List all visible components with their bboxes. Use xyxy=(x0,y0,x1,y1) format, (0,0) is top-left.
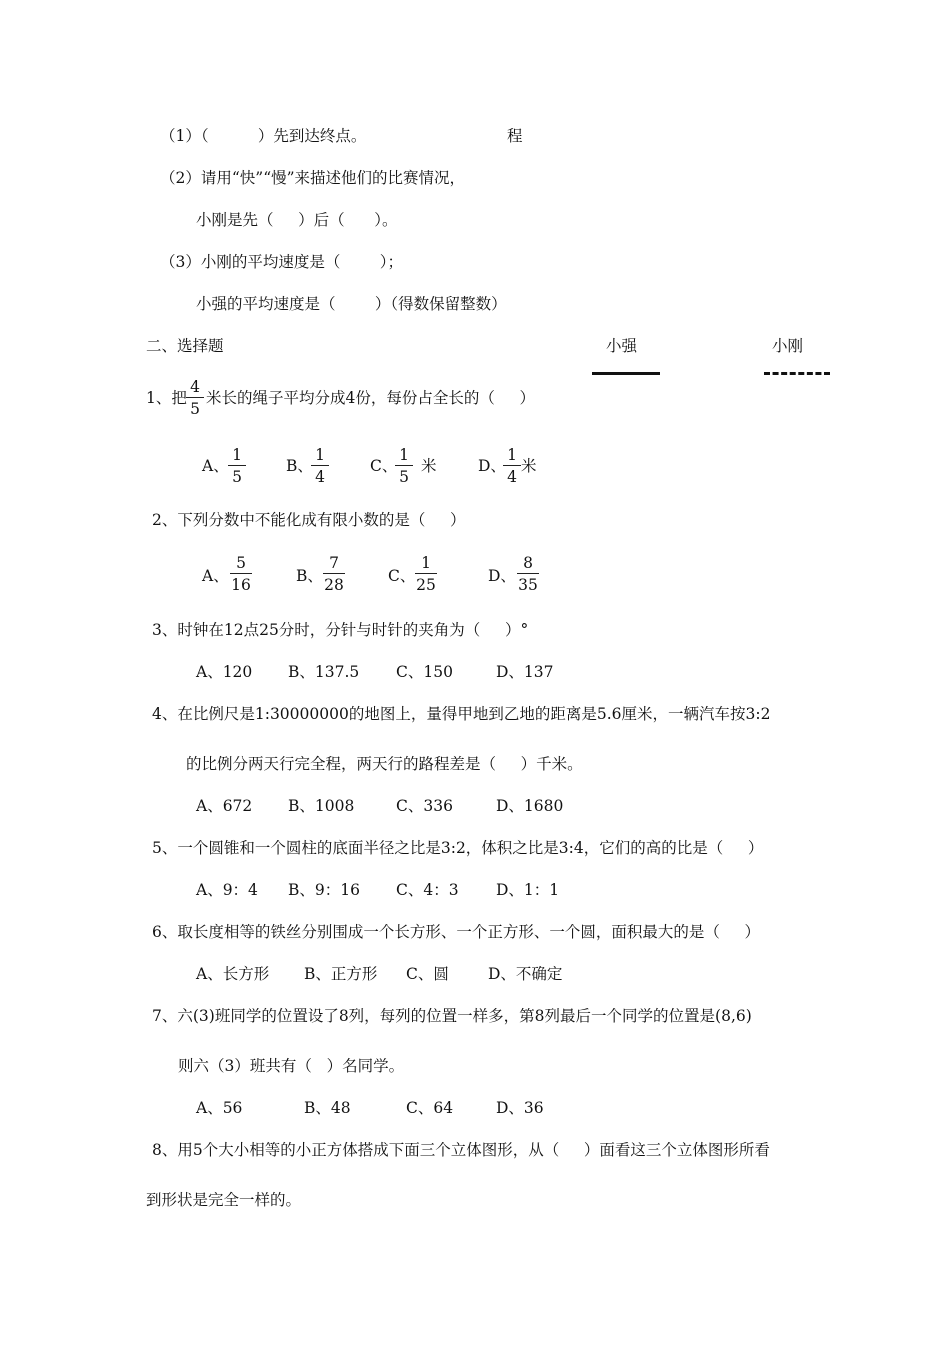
option-d: D、1：1 xyxy=(496,881,560,899)
choice-question-8: 8、用5个大小相等的小正方体搭成下面三个立体图形，从（ ）面看这三个立体图形所看 xyxy=(152,1141,770,1159)
choice-question-1-text: 米长的绳子平均分成4份，每份占全长的（ ） xyxy=(206,389,535,407)
option-c: C、336 xyxy=(396,797,453,815)
choice-question-7-line2: 则六（3）班共有（ ）名同学。 xyxy=(178,1057,405,1075)
option-a: A、56 xyxy=(196,1099,243,1117)
option-d: D、36 xyxy=(496,1099,544,1117)
option-label: C、 xyxy=(388,567,416,585)
fraction: 1 4 xyxy=(503,446,521,486)
choice-question-4: 4、在比例尺是1:30000000的地图上，量得甲地到乙地的距离是5.6厘米，一辆汽车按3:2 xyxy=(152,705,771,723)
question-2-line: （2）请用“快”“慢”来描述他们的比赛情况， xyxy=(160,169,466,187)
option-label: A、 xyxy=(202,567,229,585)
fraction: 1 25 xyxy=(416,554,436,594)
fraction: 1 5 xyxy=(228,446,246,486)
option-a: A、120 xyxy=(196,663,253,681)
choice-question-1-prefix: 1、把 xyxy=(146,389,187,407)
option-b: B、9：16 xyxy=(288,881,360,899)
option-unit: 米 xyxy=(421,457,437,475)
question-1-line: （1）（ ）先到达终点。 xyxy=(160,127,367,145)
option-b: B、正方形 xyxy=(304,965,378,983)
option-d: D、不确定 xyxy=(488,965,563,983)
option-a: A、长方形 xyxy=(196,965,270,983)
choice-question-5: 5、一个圆锥和一个圆柱的底面半径之比是3:2，体积之比是3:4，它们的高的比是（ ） xyxy=(152,839,764,857)
option-unit: 米 xyxy=(521,457,537,475)
legend-label-xiaogang: 小刚 xyxy=(772,337,804,355)
choice-question-7: 7、六(3)班同学的位置设了8列，每列的位置一样多，第8列最后一个同学的位置是(8,6) xyxy=(152,1007,752,1025)
fraction: 1 5 xyxy=(395,446,413,486)
fraction: 4 5 xyxy=(186,378,204,418)
legend-dashed-line xyxy=(764,372,830,375)
fraction: 8 35 xyxy=(518,554,538,594)
question-3-answer-line: 小强的平均速度是（ ）（得数保留整数） xyxy=(196,295,507,313)
option-label: D、 xyxy=(488,567,516,585)
option-a: A、9：4 xyxy=(196,881,258,899)
option-label: B、 xyxy=(286,457,313,475)
option-label: D、 xyxy=(478,457,506,475)
fraction: 1 4 xyxy=(311,446,329,486)
fraction: 7 28 xyxy=(324,554,344,594)
option-label: B、 xyxy=(296,567,323,585)
choice-question-3: 3、时钟在12点25分时，分针与时针的夹角为（ ）° xyxy=(152,621,529,639)
option-a: A、672 xyxy=(196,797,253,815)
option-label: C、 xyxy=(370,457,398,475)
option-d: D、137 xyxy=(496,663,554,681)
chart-fragment-label: 程 xyxy=(507,127,523,145)
option-b: B、48 xyxy=(304,1099,351,1117)
option-c: C、150 xyxy=(396,663,453,681)
fraction: 5 16 xyxy=(231,554,251,594)
option-b: B、1008 xyxy=(288,797,355,815)
section-title: 二、选择题 xyxy=(146,337,224,355)
question-2-answer-line: 小刚是先（ ）后（ ）。 xyxy=(196,211,398,229)
option-c: C、圆 xyxy=(406,965,449,983)
question-3-line: （3）小刚的平均速度是（ ）； xyxy=(160,253,404,271)
option-d: D、1680 xyxy=(496,797,564,815)
choice-question-2: 2、下列分数中不能化成有限小数的是（ ） xyxy=(152,511,466,529)
option-c: C、4：3 xyxy=(396,881,459,899)
choice-question-4-line2: 的比例分两天行完全程，两天行的路程差是（ ）千米。 xyxy=(186,755,583,773)
legend-solid-line xyxy=(592,372,660,375)
option-b: B、137.5 xyxy=(288,663,360,681)
option-c: C、64 xyxy=(406,1099,454,1117)
option-label: A、 xyxy=(202,457,229,475)
choice-question-6: 6、取长度相等的铁丝分别围成一个长方形、一个正方形、一个圆，面积最大的是（ ） xyxy=(152,923,760,941)
choice-question-8-line2: 到形状是完全一样的。 xyxy=(146,1191,302,1209)
legend-label-xiaoqiang: 小强 xyxy=(606,337,638,355)
